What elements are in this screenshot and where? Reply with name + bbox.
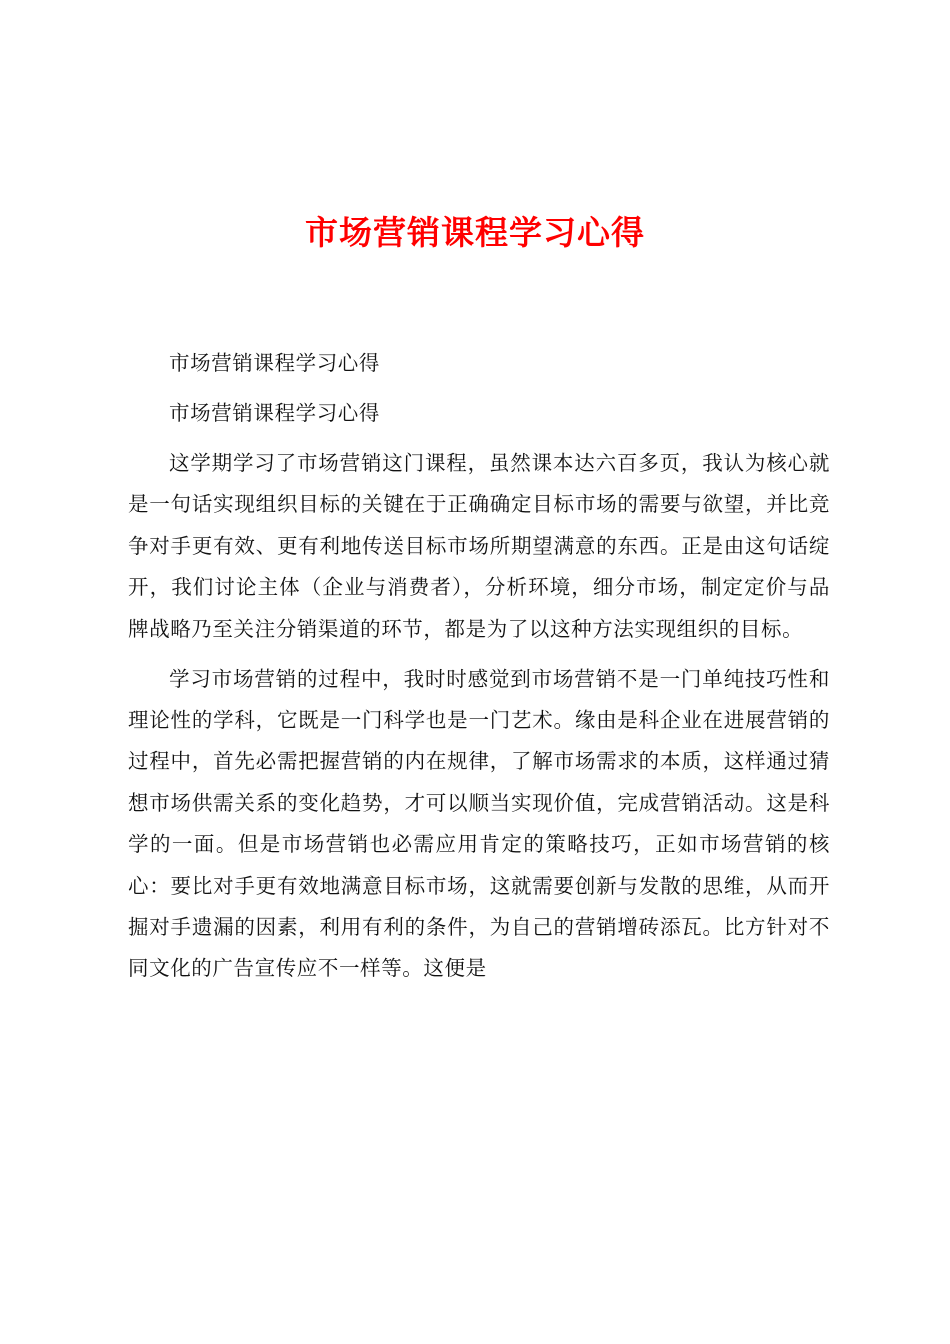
- paragraph-subtitle-2: 市场营销课程学习心得: [169, 401, 380, 425]
- paragraph-2: 学习市场营销的过程中，我时时感觉到市场营销不是一门单纯技巧性和理论性的学科，它既是一门科学也是一门艺术。缘由是科企业在进展营销的过程中，首先必需把握营销的内在规律，了解市场需求的本质，这样通过猜想市场供需关系的变化趋势，才可以顺当实现价值，完成营销活动。这是科学的一面。但是市场营销也必需应用肯定的策略技巧，正如市场营销的核心：要比对手更有效地满意目标市场，这就需要创新与发散的思维，从而开掘对手遗漏的因素，利用有利的条件，为自己的营销增砖添瓦。比方针对不同文化的广告宣传应不一样等。这便是: [128, 666, 830, 981]
- document-body: [128, 343, 830, 998]
- document-title: 市场营销课程学习心得: [305, 213, 645, 252]
- paragraph-1: 这学期学习了市场营销这门课程，虽然课本达六百多页，我认为核心就是一句话实现组织目标的关键在于正确确定目标市场的需要与欲望，并比竞争对手更有效、更有利地传送目标市场所期望满意的东西。正是由这句话绽开，我们讨论主体（企业与消费者），分析环境，细分市场，制定定价与品牌战略乃至关注分销渠道的环节，都是为了以这种方法实现组织的目标。: [128, 451, 830, 641]
- paragraph-subtitle-1: 市场营销课程学习心得: [169, 351, 380, 375]
